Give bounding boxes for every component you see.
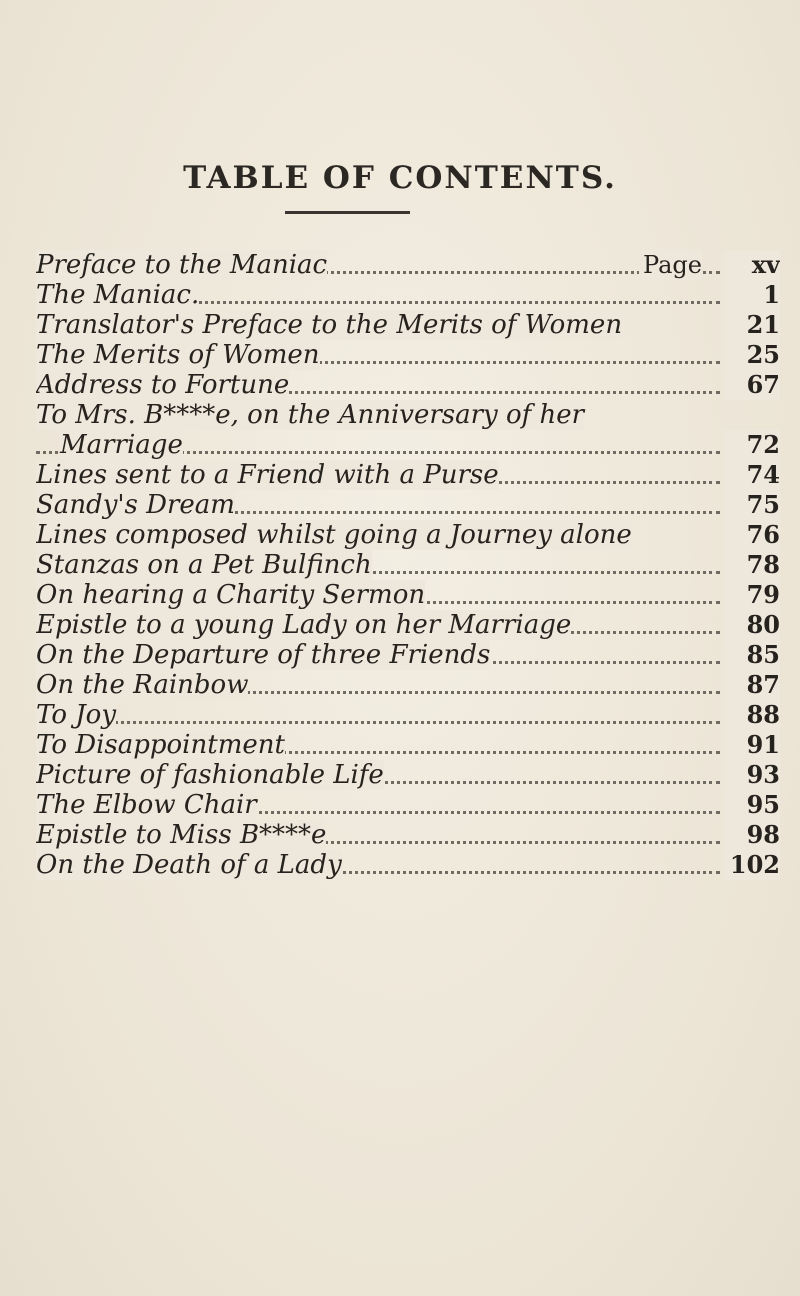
toc-entry-page: 93	[724, 760, 780, 790]
toc-entry	[36, 460, 780, 490]
toc-entry-title: Preface to the Maniac	[36, 250, 328, 280]
toc-entry	[36, 850, 780, 880]
toc-entry	[36, 760, 780, 790]
page-title: TABLE OF CONTENTS.	[183, 160, 617, 196]
toc-entry-title: On the Death of a Lady	[36, 850, 342, 880]
toc-entry	[36, 310, 780, 340]
toc-entry-title: Sandy's Dream	[36, 490, 235, 520]
toc-entry	[36, 250, 780, 280]
toc-entry-title: On the Rainbow	[36, 670, 249, 700]
toc-entry-page: 76	[724, 520, 780, 550]
toc-entry-page: 102	[724, 850, 780, 880]
toc-entry-page: 74	[724, 460, 780, 490]
toc-entry-title: To Mrs. B****e, on the Anniversary of her	[36, 400, 585, 430]
toc-entry-title: The Maniac.	[36, 280, 200, 310]
toc-entry	[36, 700, 780, 730]
toc-entry	[36, 340, 780, 370]
toc-entry-title: Marriage	[60, 430, 183, 460]
toc-entry	[36, 580, 780, 610]
toc-entry	[36, 400, 780, 430]
toc-entry-page: 88	[724, 700, 780, 730]
toc-entry-title: Lines composed whilst going a Journey alone	[36, 520, 632, 550]
toc-entry-page: 79	[724, 580, 780, 610]
toc-entry-title: To Disappointment	[36, 730, 285, 760]
toc-entry-title: On hearing a Charity Sermon	[36, 580, 426, 610]
dot-leader	[36, 721, 720, 724]
toc-entry	[36, 490, 780, 520]
toc-entry-page: 1	[724, 280, 780, 310]
toc-entry-page: 78	[724, 550, 780, 580]
toc-entry	[36, 430, 780, 460]
toc-entry-title: Lines sent to a Friend with a Purse	[36, 460, 499, 490]
toc-entry-page: 95	[724, 790, 780, 820]
toc-entry-title: Stanzas on a Pet Bulfinch	[36, 550, 372, 580]
toc-entry-title: Epistle to Miss B****e	[36, 820, 327, 850]
toc-entry-page: 25	[724, 340, 780, 370]
toc-entry	[36, 790, 780, 820]
toc-entry	[36, 610, 780, 640]
title-rule	[285, 211, 410, 214]
toc-list	[36, 250, 780, 880]
toc-entry-title: Epistle to a young Lady on her Marriage	[36, 610, 572, 640]
page-label: Page	[639, 250, 702, 280]
toc-entry-title: On the Departure of three Friends	[36, 640, 491, 670]
toc-entry-page: xv	[724, 250, 780, 280]
toc-entry-page: 72	[724, 430, 780, 460]
toc-entry	[36, 520, 780, 550]
toc-entry-page: 98	[724, 820, 780, 850]
toc-entry	[36, 640, 780, 670]
toc-entry-page: 21	[724, 310, 780, 340]
toc-entry-page: 91	[724, 730, 780, 760]
toc-entry-page: 67	[724, 370, 780, 400]
toc-entry-title: Address to Fortune	[36, 370, 290, 400]
toc-entry	[36, 820, 780, 850]
toc-entry-page: 75	[724, 490, 780, 520]
toc-entry-title: Picture of fashionable Life	[36, 760, 384, 790]
toc-entry-page: 85	[724, 640, 780, 670]
toc-entry-title: The Merits of Women	[36, 340, 320, 370]
toc-entry	[36, 280, 780, 310]
toc-entry	[36, 730, 780, 760]
toc-entry-page: 80	[724, 610, 780, 640]
toc-entry-page: 87	[724, 670, 780, 700]
toc-entry-title: The Elbow Chair	[36, 790, 257, 820]
toc-entry	[36, 550, 780, 580]
toc-entry	[36, 370, 780, 400]
toc-entry-title: To Joy	[36, 700, 117, 730]
toc-entry-title: Translator's Preface to the Merits of Women	[36, 310, 623, 340]
toc-entry	[36, 670, 780, 700]
